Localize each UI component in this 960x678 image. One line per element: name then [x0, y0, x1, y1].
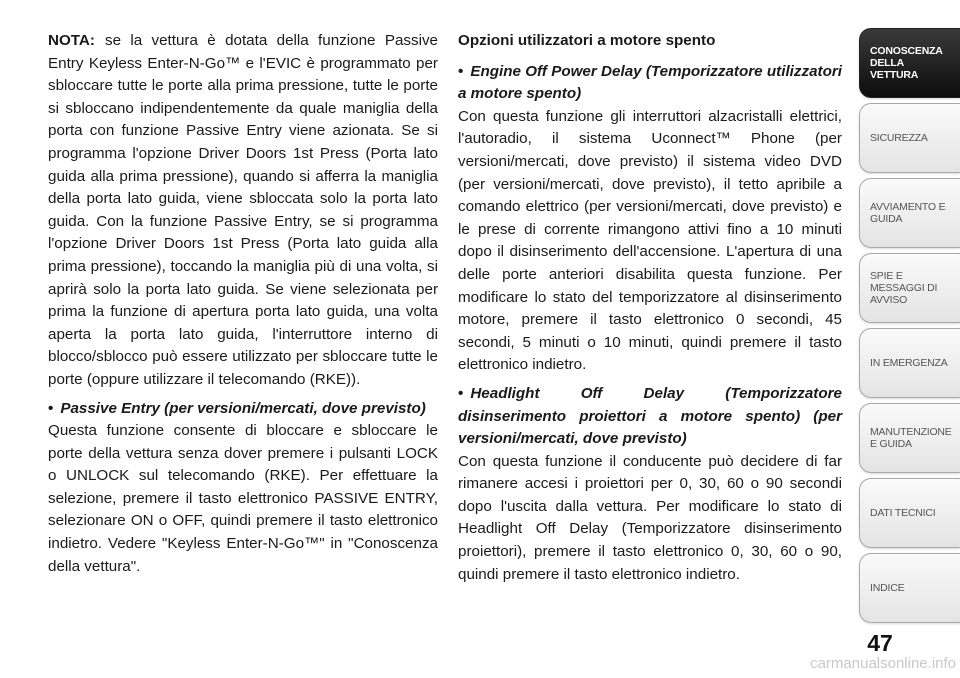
nota-paragraph [48, 30, 438, 392]
bullet-passive-entry [48, 398, 438, 421]
tab-dati-tecnici[interactable] [859, 478, 960, 548]
bullet-headlight-off [458, 383, 842, 451]
nota-label: NOTA: [48, 32, 95, 49]
bullet-engine-off [458, 61, 842, 106]
tab-conoscenza-della-vettura[interactable] [859, 28, 960, 98]
tab-indice[interactable] [859, 553, 960, 623]
tab-spie-e-messaggi[interactable] [859, 253, 960, 323]
tab-sicurezza[interactable] [859, 103, 960, 173]
tab-label: SICUREZZA [870, 132, 928, 144]
page-number: 47 [867, 630, 893, 656]
chapter-tabs [859, 28, 960, 628]
tab-label: AVVIAMENTO E GUIDA [870, 201, 946, 225]
bullet-passive-entry-title: Passive Entry (per versioni/mercati, dove previsto) [60, 399, 426, 417]
bullet-headlight-off-title: Headlight Off Delay (Temporizzatore disinserimento proiettori a motore spento) (per versioni/mercati, dove previsto) [458, 384, 842, 448]
tab-label: IN EMERGENZA [870, 357, 948, 369]
section-title: Opzioni utilizzatori a motore spento [458, 32, 716, 49]
headlight-off-text: Con questa funzione il conducente può decidere di far rimanere accesi i proiettori per 0, 30, 60 o 90 secondi dopo l'uscita dalla vettura. Per modificare lo stato di Headlight Off Delay (Temporizzatore disinserimento proiettori), premere il tasto elettronico 0, 30, 60 o 90, quindi premere il tasto elettronico indietro. [458, 452, 842, 583]
tab-manutenzione-e-guida[interactable] [859, 403, 960, 473]
bullet-dot-icon: • [458, 384, 464, 402]
watermark: carmanualsonline.info [810, 655, 956, 672]
bullet-dot-icon: • [458, 62, 464, 80]
nota-text: se la vettura è dotata della funzione Passive Entry Keyless Enter-N-Go™ e l'EVIC è programmato per sbloccare tutte le porte alla prima pressione, tutte le porte si sbloccano indipendentemente da quale maniglia della porta con funzione Passive Entry viene azionata. Se si programma l'opzione Driver Doors 1st Press (Porta lato guida alla prima pressione), quando si afferra la maniglia della porta lato guida, viene sbloccata solo la porta lato guida. Con la funzione Passive Entry, se si programma l'opzione Driver Doors 1st Press (Porta lato guida alla prima pressione), toccando la maniglia più di una volta, si aprirà solo la porta lato guida. Se viene selezionata per prima la funzione di apertura porta lato guida, una volta aperta la porta lato guida, l'interruttore interno di blocco/sblocco può essere utilizzato per sbloccare tutte le porte (oppure utilizzare il telecomando (RKE)). [48, 32, 438, 388]
bullet-engine-off-title: Engine Off Power Delay (Temporizzatore utilizzatori a motore spento) [458, 62, 842, 103]
tab-avviamento-e-guida[interactable] [859, 178, 960, 248]
engine-off-text: Con questa funzione gli interruttori alzacristalli elettrici, l'autoradio, il sistema Uconnect™ Phone (per versioni/mercati, dove previsto) il sistema video DVD (per versioni/mercati, dove previsto), il tetto apribile a comando elettrico (per versioni/mercati, dove previsto) e le prese di corrente rimangono attivi fino a 10 minuti dopo il disinserimento dell'accensione. L'apertura di una delle porte anteriori disabilita questa funzione. Per modificare lo stato del temporizzatore al disinserimento motore, premere il tasto elettronico 0 secondi, 45 secondi, 5 minuti o 10 minuti, quindi premere il tasto elettronico indietro. [458, 107, 842, 374]
tab-label: MANUTENZIONE E GUIDA [870, 426, 952, 450]
right-column [458, 30, 842, 586]
tab-label: SPIE E MESSAGGI DI AVVISO [870, 270, 938, 306]
left-column [48, 30, 438, 578]
tab-label: INDICE [870, 582, 905, 594]
passive-entry-text: Questa funzione consente di bloccare e sbloccare le porte della vettura senza dover premere i pulsanti LOCK o UNLOCK sul telecomando (RKE). Per effettuare la selezione, premere il tasto elettronico PASSIVE ENTRY, selezionare ON o OFF, quindi premere il tasto elettronico indietro. Vedere "Keyless Enter-N-Go™" in "Conoscenza della vettura". [48, 422, 438, 575]
tab-label: DATI TECNICI [870, 507, 936, 519]
tab-in-emergenza[interactable] [859, 328, 960, 398]
bullet-dot-icon: • [48, 399, 54, 417]
tab-label: CONOSCENZA DELLA VETTURA [870, 45, 943, 81]
